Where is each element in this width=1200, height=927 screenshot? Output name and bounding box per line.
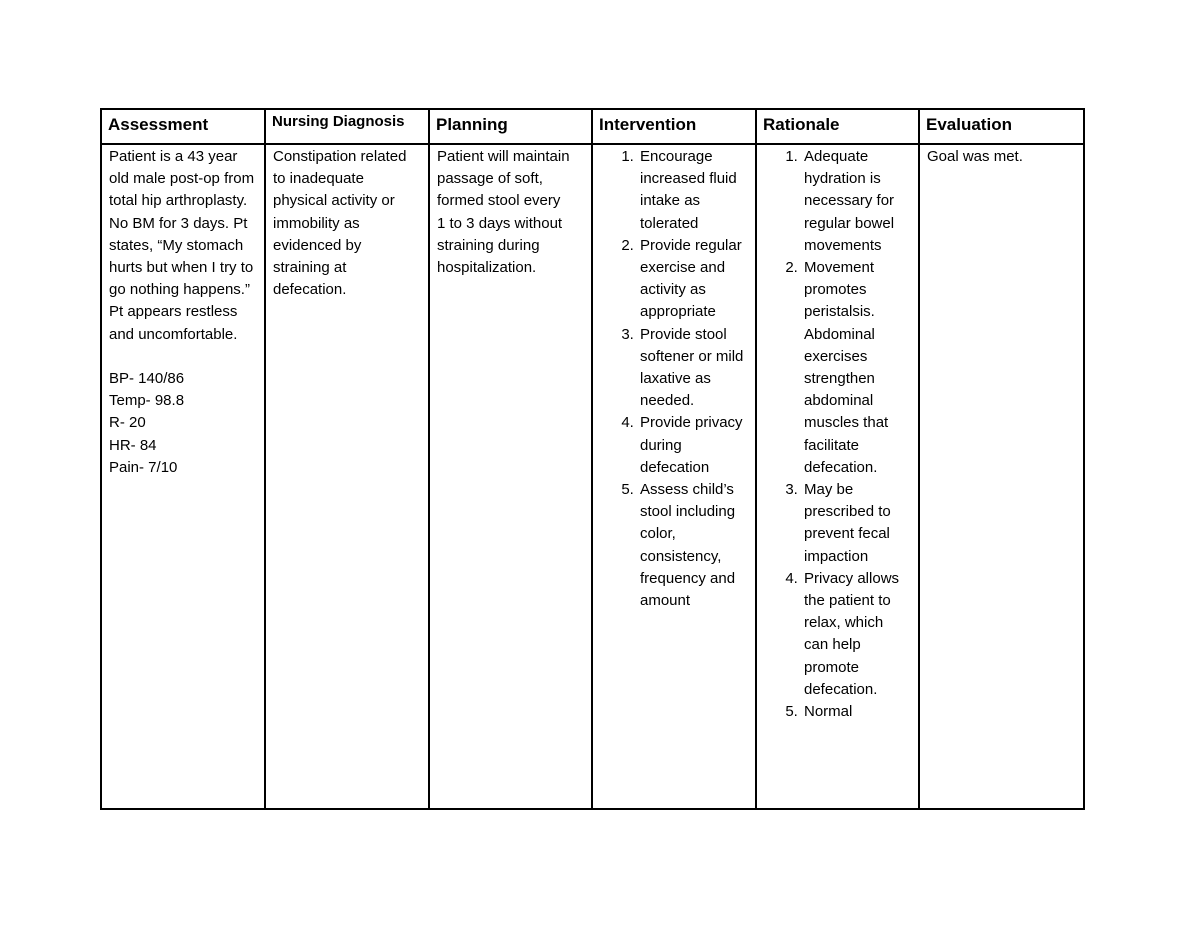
vital-resp: R- 20 — [109, 414, 146, 432]
intervention-cell — [592, 144, 756, 809]
diagnosis-cell — [265, 144, 429, 809]
assessment-spacer — [109, 346, 258, 368]
intervention-item: 5. Assess child’s stool including color, consistency, frequency and amount — [638, 479, 746, 612]
vital-pain: Pain- 7/10 — [109, 458, 178, 476]
assessment-cell — [101, 144, 265, 809]
evaluation-cell — [919, 144, 1084, 809]
intervention-item: 2. Provide regular exercise and activity as appropriate — [638, 235, 746, 324]
rationale-cell — [756, 144, 919, 809]
header-row — [101, 109, 1084, 144]
rationale-item: 5. Normal — [802, 701, 910, 723]
intervention-item: 3. Provide stool softener or mild laxative as needed. — [638, 324, 746, 413]
diagnosis-text: Constipation related to inadequate physical activity or immobility as evidenced by straining at defecation. — [273, 148, 407, 299]
intervention-item: 1. Encourage increased fluid intake as tolerated — [638, 146, 746, 235]
vital-bp: BP- 140/86 — [109, 370, 185, 388]
intervention-list — [600, 146, 746, 612]
header-planning: Planning — [429, 109, 592, 144]
header-evaluation: Evaluation — [919, 109, 1084, 144]
rationale-item: 1. Adequate hydration is necessary for regular bowel movements — [802, 146, 910, 257]
planning-text: Patient will maintain passage of soft, formed stool every 1 to 3 days without straining during hospitalization. — [437, 148, 570, 277]
header-intervention: Intervention — [592, 109, 756, 144]
header-assessment: Assessment — [101, 109, 265, 144]
rationale-item: 2. Movement promotes peristalsis. Abdominal exercises strengthen abdominal muscles that facilitate defecation. — [802, 257, 910, 479]
assessment-narrative: Patient is a 43 year old male post-op from total hip arthroplasty. No BM for 3 days. Pt states, “My stomach hurts but when I try to go nothing happens.” Pt appears restless and uncomfortable. — [109, 148, 255, 343]
header-rationale: Rationale — [756, 109, 919, 144]
care-plan-table — [100, 108, 1085, 810]
rationale-item: 4. Privacy allows the patient to relax, which can help promote defecation. — [802, 568, 910, 701]
rationale-item: 3. May be prescribed to prevent fecal impaction — [802, 479, 910, 568]
planning-cell — [429, 144, 592, 809]
content-row — [101, 144, 1084, 809]
intervention-item: 4. Provide privacy during defecation — [638, 412, 746, 479]
vital-temp: Temp- 98.8 — [109, 392, 185, 410]
header-nursing-diagnosis: Nursing Diagnosis — [265, 109, 429, 144]
vital-hr: HR- 84 — [109, 436, 157, 454]
rationale-list — [764, 146, 910, 723]
evaluation-text: Goal was met. — [927, 148, 1023, 165]
